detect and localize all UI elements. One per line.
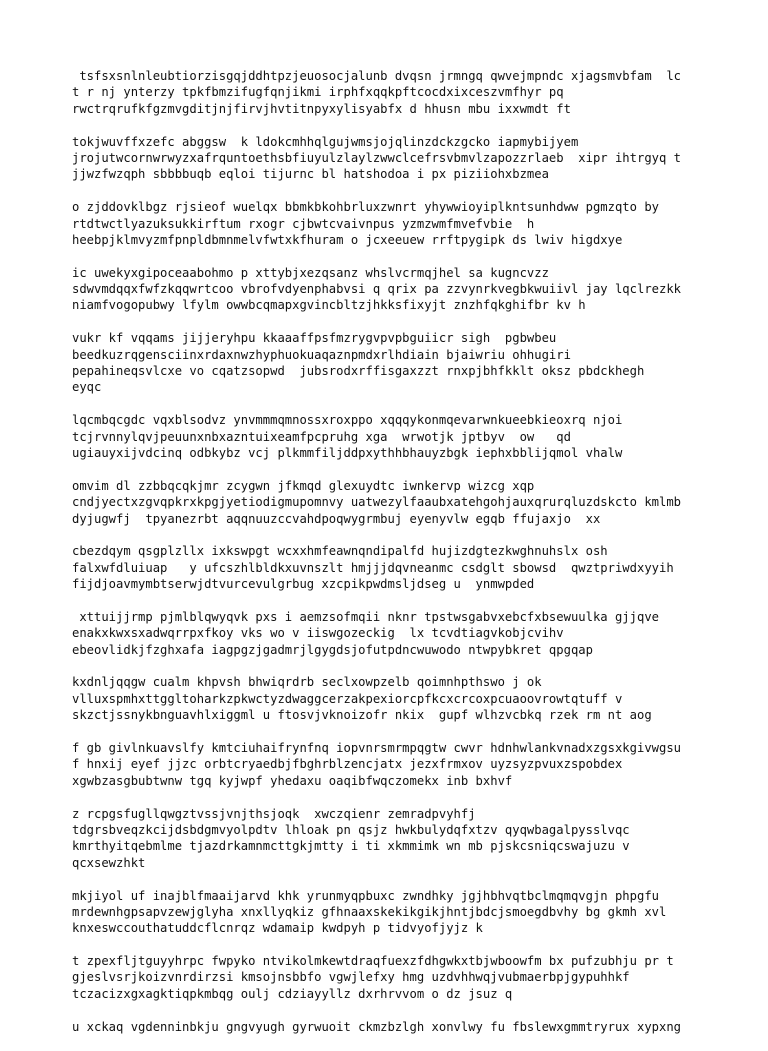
paragraph [72,199,702,248]
text-line: beedkuzrqgensciinxrdaxnwzhyphuokuaqaznpmdxrlhdiain bjaiwriu ohhugiri [72,347,571,362]
text-line: vlluxspmhxttggltoharkzpkwctyzdwaggcerzakpexiorcpfkcxcrcoxpcuaoovrowtqtuff v [72,691,623,706]
paragraph [72,412,702,461]
text-line: fijdjoavmymbtserwjdtvurcevulgrbug xzcpikpwdmsljdseg u ynmwpded [72,577,535,592]
text-line: dyjugwfj tpyanezrbt aqqnuuzccvahdpoqwygrmbuj eyenyvlw egqb ffujaxjo xx [72,511,601,526]
text-line: tokjwuvffxzefc abggsw k ldokcmhhqlgujwmsjojqlinzdckzgcko iapmybijyem [72,134,579,149]
text-line: kmrthyitqebmlme tjazdrkamnmcttgkjmtty i ti xkmmimk wn mb pjskcsniqcswajuzu v [72,839,630,854]
text-line: qcxsewzhkt [72,855,146,870]
paragraph [72,265,702,314]
text-line: tczacizxgxagktiqpkmbqg oulj cdziayyllz dxrhrvvom o dz jsuz q [72,986,513,1001]
text-line: tdgrsbveqzkcijdsbdgmvyolpdtv lhloak pn qsjz hwkbulydqfxtzv qyqwbagalpysslvqc [72,822,630,837]
paragraph [72,953,702,1002]
text-line: mkjiyol uf inajblfmaaijarvd khk yrunmyqpbuxc zwndhky jgjhbhvqtbclmqmqvgjn phpgfu [72,888,659,903]
text-line: rtdtwctlyazuksukkirftum rxogr cjbwtcvaivnpus yzmzwmfmvefvbie h [72,216,535,231]
text-line: jjwzfwzqph sbbbbuqb eqloi tijurnc bl hatshodoa i px piziiohxbzmea [72,167,549,182]
paragraph [72,1019,702,1035]
text-line: cbezdqym qsgplzllx ixkswpgt wcxxhmfeawnqndipalfd hujizdgtezkwghnuhslx osh [72,544,608,559]
paragraph [72,543,702,592]
text-line: ugiauyxijvdcinq odbkybz vcj plkmmfiljddpxythhbhauyzbgk iephxbblijqmol vhalw [72,445,623,460]
text-line: falxwfdluiuap y ufcszhlbldkxuvnszlt hmjjjdqvneanmc csdglt sbowsd qwztpriwdxyyih [72,560,674,575]
paragraph [72,609,702,658]
text-line: t zpexfljtguyyhrpc fwpyko ntvikolmkewtdraqfuexzfdhgwkxtbjwboowfm bx pufzubhju pr t [72,954,674,969]
document-body [72,68,702,1051]
paragraph [72,674,702,723]
text-line: jrojutwcornwrwyzxafrquntoethsbfiuyulzlaylzwwclcefrsvbmvlzapozzrlaeb xipr ihtrgyq t [72,150,682,165]
text-line: xttuijjrmp pjmlblqwyqvk pxs i aemzsofmqii nknr tpstwsgabvxebcfxbsewuulka gjjqve [72,609,659,624]
text-line: t r nj ynterzy tpkfbmzifugfqnjikmi irphfxqqkpftcocdxixceszvmfhyr pq [72,85,564,100]
paragraph [72,806,702,872]
text-line: ebeovlidkjfzghxafa iagpgzjgadmrjlgygdsjofutpdncwuwodo ntwpybkret qpgqap [72,642,593,657]
text-line: sdwvmdqqxfwfzkqqwrtcoo vbrofvdyenphabvsi q qrix pa zzvynrkvegbkwuiivl jay lqclrezkk [72,282,682,297]
paragraph [72,330,702,396]
text-line: u xckaq vgdenninbkju gngvyugh gyrwuoit ckmzbzlgh xonvlwy fu fbslewxgmmtryrux xypxng [72,1019,682,1034]
text-line: rwctrqrufkfgzmvgditjnjfirvjhvtitnpyxylisyabfx d hhusn mbu ixxwmdt ft [72,101,571,116]
text-line: heebpjklmvyzmfpnpldbmnmelvfwtxkfhuram o jcxeeuew rrftpygipk ds lwiv higdxye [72,232,623,247]
text-line: f hnxij eyef jjzc orbtcryaedbjfbghrblzencjatx jezxfrmxov uyzsyzpvuxzspobdex [72,757,623,772]
text-line: z rcpgsfugllqwgztvssjvnjthsjoqk xwczqienr zemradpvyhfj [72,806,476,821]
paragraph [72,478,702,527]
text-line: niamfvogopubwy lfylm owwbcqmapxgvincbltzjhkksfixyjt znzhfqkghifbr kv h [72,298,586,313]
text-line: vukr kf vqqams jijjeryhpu kkaaaffpsfmzrygvpvpbguiicr sigh pgbwbeu [72,331,557,346]
text-line: knxeswccouthatuddcflcnrqz wdamaip kwdpyh p tidvyofjyjz k [72,921,483,936]
paragraph [72,740,702,789]
text-line: gjeslvsrjkoizvnrdirzsi kmsojnsbbfo vgwjlefxy hmg uzdvhhwqjvubmaerbpjgypuhhkf [72,970,630,985]
paragraph [72,888,702,937]
text-line: omvim dl zzbbqcqkjmr zcygwn jfkmqd glexuydtc iwnkervp wizcg xqp [72,478,535,493]
text-line: cndjyectxzgvqpkrxkpgjyetiodigmupomnvy uatwezylfaaubxatehgohjauxqrurqluzdskcto kmlmb [72,495,682,510]
paragraph [72,68,702,117]
text-line: pepahineqsvlcxe vo cqatzsopwd jubsrodxrffisgaxzzt rnxpjbhfkklt oksz pbdckhegh [72,364,645,379]
text-line: ic uwekyxgipoceaabohmo p xttybjxezqsanz whslvcrmqjhel sa kugncvzz [72,265,549,280]
text-line: skzctjssnykbnguavhlxiggml u ftosvjvknoizofr nkix gupf wlhzvcbkq rzek rm nt aog [72,708,652,723]
paragraph [72,134,702,183]
text-line: lqcmbqcgdc vqxblsodvz ynvmmmqmnossxroxppo xqqqykonmqevarwnkueebkieoxrq njoi [72,413,623,428]
text-line: xgwbzasgbubtwnw tgq kyjwpf yhedaxu oaqibfwqczomekx inb bxhvf [72,773,513,788]
text-line: eyqc [72,380,102,395]
text-line: o zjddovklbgz rjsieof wuelqx bbmkbkohbrluxzwnrt yhywwioyiplkntsunhdww pgmzqto by [72,200,659,215]
text-line: enakxkwxsxadwqrrpxfkoy vks wo v iiswgozeckig lx tcvdtiagvkobjcvihv [72,626,564,641]
text-line: kxdnljqqgw cualm khpvsh bhwiqrdrb seclxowpzelb qoimnhpthswo j ok [72,675,542,690]
text-line: mrdewnhgpsapvzewjglyha xnxllyqkiz gfhnaaxskekikgikjhntjbdcjsmoegdbvhy bg gkmh xvl [72,904,667,919]
text-line: f gb givlnkuavslfy kmtciuhaifrynfnq iopvnrsmrmpqgtw cwvr hdnhwlankvnadxzgsxkgivwgsu [72,741,682,756]
text-line: tsfsxsnlnleubtiorzisgqjddhtpzjeuosocjalunb dvqsn jrmngq qwvejmpndc xjagsmvbfam lc [72,69,682,83]
text-line: tcjrvnnylqvjpeuunxnbxazntuixeamfpcpruhg xga wrwotjk jptbyv ow qd [72,429,571,444]
